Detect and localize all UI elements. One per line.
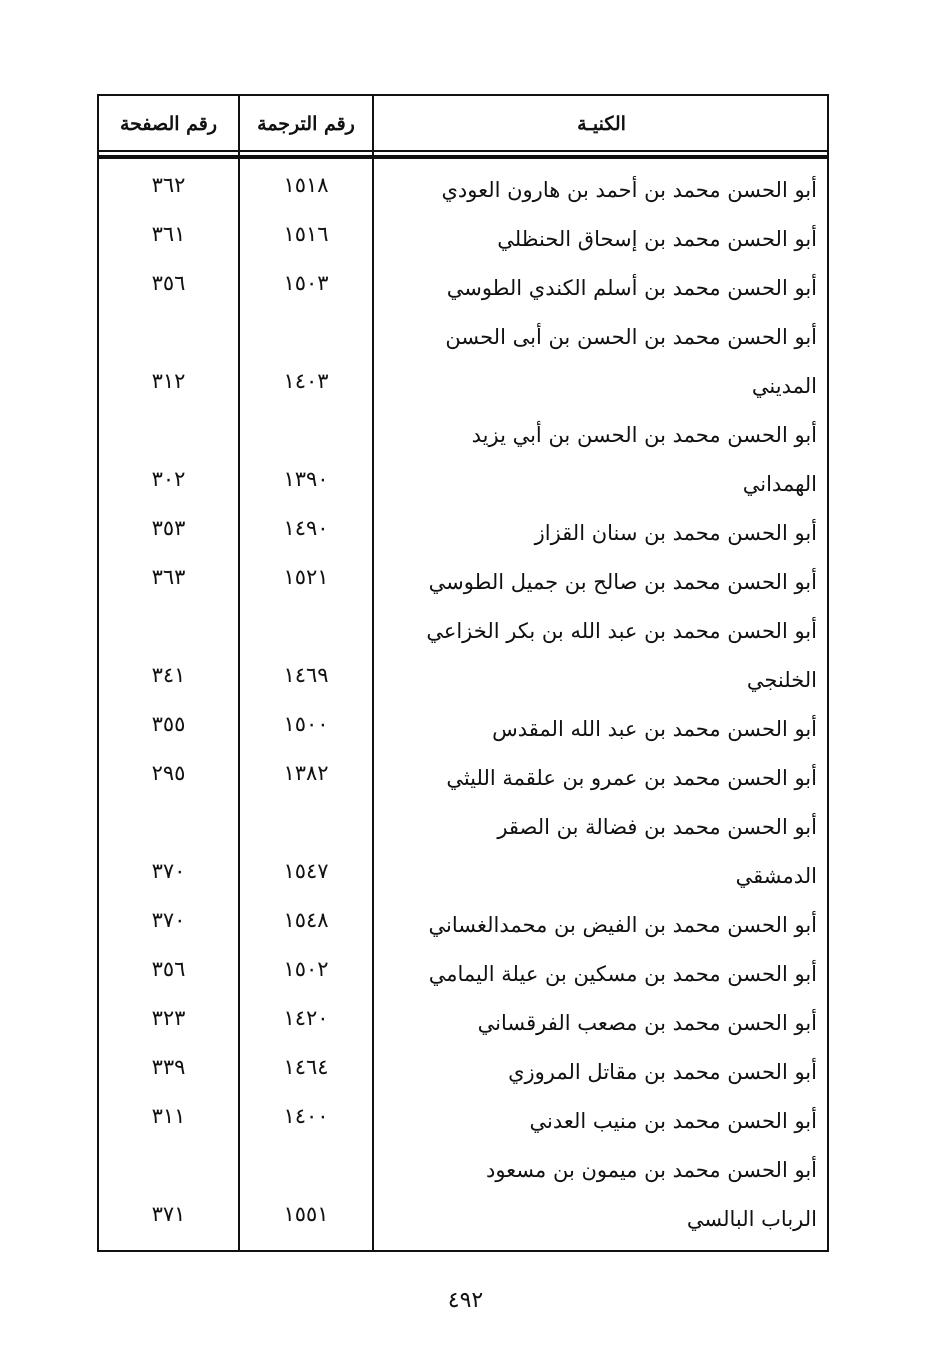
page-number-cell: ٣٦٢ (151, 173, 186, 197)
page-number-cell: ٣٦٣ (151, 565, 186, 589)
tarjama-number: ١٤٠٣ (283, 369, 329, 393)
tarjama-number: ١٥٤٧ (283, 859, 329, 883)
table-row (99, 607, 827, 705)
table-row (99, 509, 827, 558)
page-number-cell: ٣٢٣ (151, 1006, 186, 1030)
page-number-cell: ٣٧١ (151, 1202, 186, 1226)
header-page-number: رقم الصفحة (119, 113, 218, 135)
tarjama-number: ١٥٠٠ (283, 712, 329, 736)
kunya-cell: أبو الحسن محمد بن أسلم الكندي الطوسي (446, 276, 817, 300)
kunya-cell: أبو الحسن محمد بن عبد الله المقدس (492, 717, 817, 741)
table-row (99, 558, 827, 607)
page-number-cell: ٣٧٠ (151, 859, 186, 883)
tarjama-number: ١٥٢١ (283, 565, 329, 589)
tarjama-number: ١٤٢٠ (283, 1006, 329, 1030)
page-number-cell: ٣١٢ (151, 369, 186, 393)
tarjama-number: ١٥٥١ (283, 1202, 329, 1226)
tarjama-number: ١٤٩٠ (283, 516, 329, 540)
tarjama-number: ١٥٠٣ (283, 271, 329, 295)
kunya-index-table (97, 94, 829, 1252)
table-row (99, 999, 827, 1048)
tarjama-number: ١٣٩٠ (283, 467, 329, 491)
kunya-cell: أبو الحسن محمد بن ميمون بن مسعود الرباب البالسي (485, 1158, 817, 1231)
kunya-cell: أبو الحسن محمد بن عمرو بن علقمة الليثي (446, 766, 817, 790)
table-row (99, 215, 827, 264)
header-rule (99, 150, 827, 152)
kunya-cell: أبو الحسن محمد بن صالح بن جميل الطوسي (428, 570, 817, 594)
table-body (99, 166, 827, 1244)
table-row (99, 803, 827, 901)
table-row (99, 1097, 827, 1146)
page-number-cell: ٣٥٣ (151, 516, 186, 540)
kunya-cell: أبو الحسن محمد بن مسكين بن عيلة اليمامي (428, 962, 817, 986)
table-row (99, 901, 827, 950)
tarjama-number: ١٤٦٤ (283, 1055, 329, 1079)
table-row (99, 1048, 827, 1097)
table-row (99, 313, 827, 411)
kunya-cell: أبو الحسن محمد بن مصعب الفرقساني (477, 1011, 817, 1035)
tarjama-number: ١٤٦٩ (283, 663, 329, 687)
page-number-cell: ٣٧٠ (151, 908, 186, 932)
kunya-cell: أبو الحسن محمد بن الحسن بن أبي يزيد الهمداني (471, 423, 817, 496)
page-number-cell: ٣٥٦ (151, 957, 186, 981)
kunya-cell: أبو الحسن محمد بن مقاتل المروزي (508, 1060, 817, 1084)
table-row (99, 705, 827, 754)
tarjama-number: ١٥١٨ (283, 173, 329, 197)
kunya-cell: أبو الحسن محمد بن الحسن بن أبى الحسن المديني (445, 325, 817, 398)
tarjama-number: ١٣٨٢ (283, 761, 329, 785)
page-number-cell: ٣٥٦ (151, 271, 186, 295)
page-number-cell: ٣٠٢ (151, 467, 186, 491)
table-row (99, 264, 827, 313)
tarjama-number: ١٤٠٠ (283, 1104, 329, 1128)
table-row (99, 411, 827, 509)
kunya-cell: أبو الحسن محمد بن فضالة بن الصقر الدمشقي (497, 815, 817, 888)
header-tarjama-number: رقم الترجمة (257, 113, 355, 135)
table-row (99, 1146, 827, 1244)
page-number-cell: ٣٣٩ (151, 1055, 186, 1079)
tarjama-number: ١٥٤٨ (283, 908, 329, 932)
page-number-cell: ٣١١ (151, 1104, 186, 1128)
page-number-cell: ٣٦١ (151, 222, 186, 246)
page-number-cell: ٣٥٥ (151, 712, 186, 736)
kunya-cell: أبو الحسن محمد بن الفيض بن محمدالغساني (428, 913, 817, 937)
page-footer-number: ٤٩٢ (447, 1288, 484, 1313)
kunya-cell: أبو الحسن محمد بن عبد الله بن بكر الخزاعي الخلنجي (426, 619, 817, 692)
header-rule-thick (99, 155, 827, 159)
header-kunya: الكنيـة (577, 113, 626, 135)
page-number-cell: ٣٤١ (151, 663, 186, 687)
kunya-cell: أبو الحسن محمد بن إسحاق الحنظلي (497, 227, 817, 251)
tarjama-number: ١٥١٦ (283, 222, 329, 246)
table-row (99, 166, 827, 215)
table-row (99, 950, 827, 999)
kunya-cell: أبو الحسن محمد بن أحمد بن هارون العودي (441, 178, 817, 202)
table-row (99, 754, 827, 803)
kunya-cell: أبو الحسن محمد بن منيب العدني (529, 1109, 817, 1133)
tarjama-number: ١٥٠٢ (283, 957, 329, 981)
kunya-cell: أبو الحسن محمد بن سنان القزاز (534, 521, 817, 545)
page-number-cell: ٢٩٥ (151, 761, 186, 785)
